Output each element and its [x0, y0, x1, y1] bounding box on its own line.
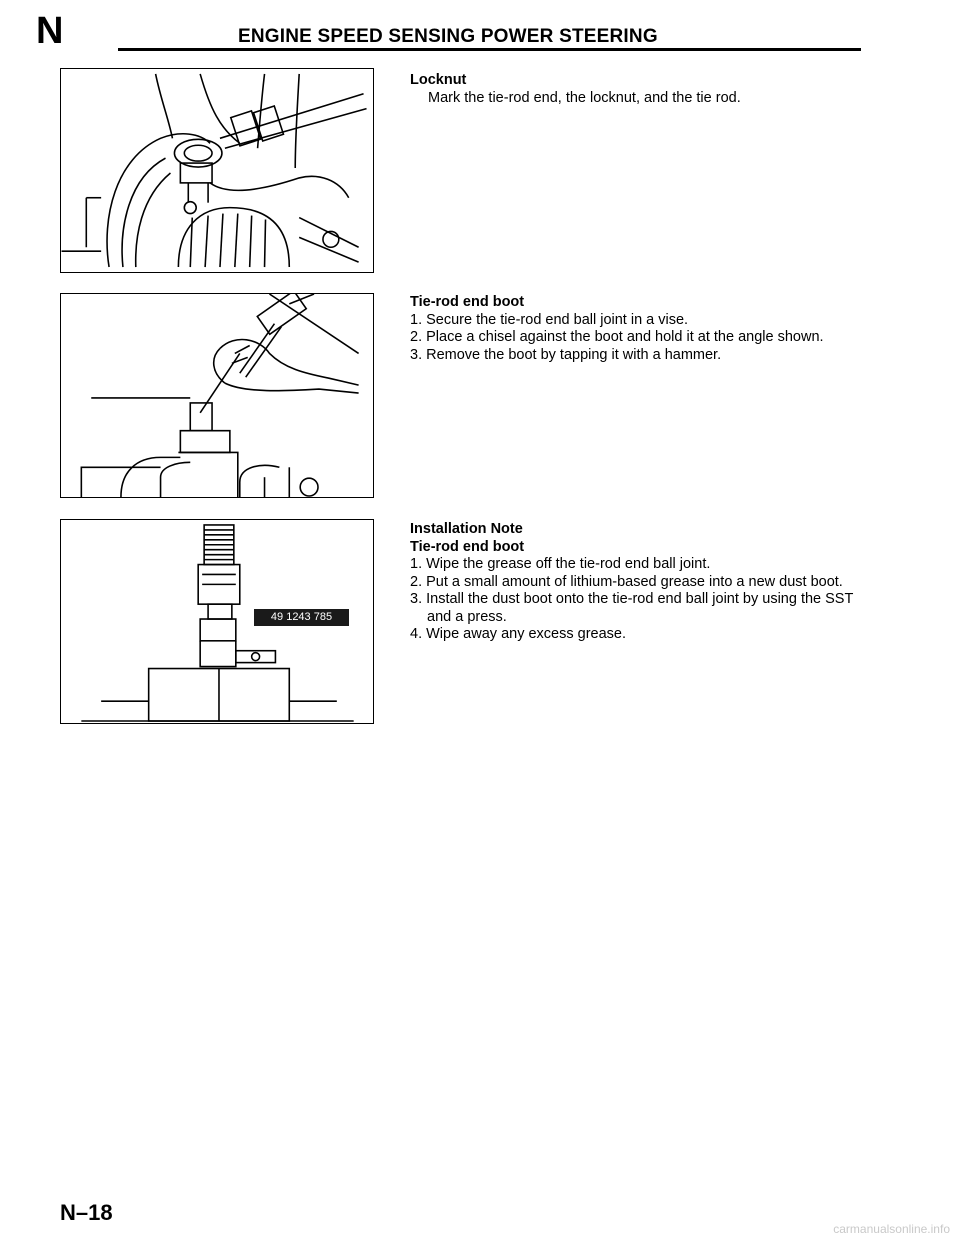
step-item: 3. Remove the boot by tapping it with a hammer.: [410, 346, 722, 363]
boot-removal-steps: [410, 312, 865, 365]
locknut-body: Mark the tie-rod end, the locknut, and the tie rod.: [428, 89, 741, 106]
installation-note-heading: Installation Note: [410, 521, 523, 537]
boot-removal-heading: Tie-rod end boot: [410, 294, 525, 310]
page-number: N–18: [60, 1200, 113, 1225]
step-item: 1. Wipe the grease off the tie-rod end ball joint.: [410, 556, 711, 572]
page-title: ENGINE SPEED SENSING POWER STEERING: [238, 26, 658, 47]
sst-number-label: 49 1243 785: [254, 609, 349, 626]
step-item: 2. Place a chisel against the boot and hold it at the angle shown.: [410, 329, 824, 345]
locknut-illustration: [60, 68, 374, 273]
step-item: 4. Wipe away any excess grease.: [410, 626, 626, 642]
installation-section: [410, 521, 865, 644]
boot-installation-illustration: [60, 519, 374, 724]
header-rule: [118, 48, 861, 51]
installation-boot-heading: Tie-rod end boot: [410, 538, 525, 555]
locknut-heading: Locknut: [410, 72, 467, 88]
step-item: 3. Install the dust boot onto the tie-rod end ball joint by using the SST and a press.: [410, 591, 854, 625]
locknut-section: [410, 72, 865, 107]
boot-removal-illustration: [60, 293, 374, 498]
step-item: 2. Put a small amount of lithium-based grease into a new dust boot.: [410, 573, 843, 590]
boot-removal-section: [410, 294, 865, 364]
watermark: carmanualsonline.info: [833, 1222, 950, 1236]
step-item: 1. Secure the tie-rod end ball joint in a vise.: [410, 311, 689, 328]
section-letter: N: [36, 10, 64, 52]
installation-steps: [410, 556, 865, 644]
press-spring: [204, 525, 234, 565]
